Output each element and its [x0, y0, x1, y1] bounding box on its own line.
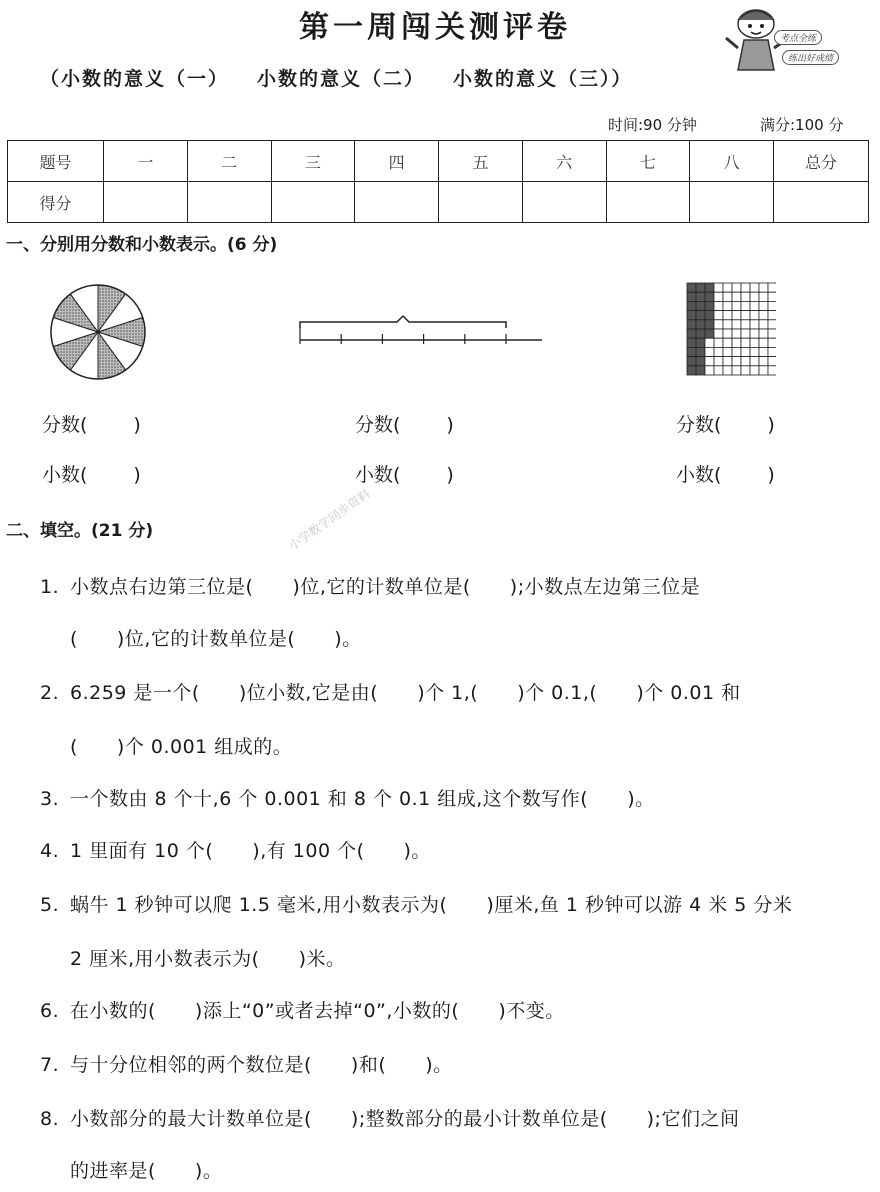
close-paren: ) [133, 464, 141, 486]
score-entry-cell[interactable] [439, 182, 523, 223]
score-table [7, 140, 869, 223]
score-entry-cell[interactable] [774, 182, 869, 223]
grid-cell [705, 366, 714, 375]
grid-cell [768, 320, 776, 329]
grid-cell [687, 283, 696, 292]
table-cell: 四 [355, 141, 439, 182]
grid-cell [750, 311, 759, 320]
grid-cell [714, 292, 723, 301]
question-number: 4. [40, 840, 60, 862]
question-2-line-2: ( )个 0.001 组成的。 [70, 736, 293, 758]
grid-cell [714, 283, 723, 292]
score-entry-cell[interactable] [522, 182, 606, 223]
grid-cell [705, 283, 714, 292]
decimal-answer-2[interactable] [355, 460, 454, 487]
table-cell: 总分 [774, 141, 869, 182]
grid-cell [687, 338, 696, 347]
grid-cell [732, 338, 741, 347]
grid-cell [687, 311, 696, 320]
grid-cell [750, 338, 759, 347]
grid-cell [723, 320, 732, 329]
fraction-answer-1[interactable] [42, 410, 141, 437]
grid-cell [759, 357, 768, 366]
grid-cell [741, 347, 750, 356]
question-5-line-2: 2 厘米,用小数表示为( )米。 [70, 948, 346, 970]
full-score-label: 满分:100 分 [760, 116, 844, 134]
grid-cell [759, 347, 768, 356]
grid-cell [732, 366, 741, 375]
grid-cell [696, 357, 705, 366]
grid-cell [696, 329, 705, 338]
question-number: 2. [40, 682, 60, 704]
question-number: 1. [40, 576, 60, 598]
time-label: 时间:90 分钟 [608, 116, 697, 134]
score-entry-cell[interactable] [606, 182, 690, 223]
grid-cell [705, 338, 714, 347]
table-row [8, 141, 869, 182]
grid-cell [750, 357, 759, 366]
score-entry-cell[interactable] [355, 182, 439, 223]
grid-cell [723, 366, 732, 375]
grid-cell [705, 311, 714, 320]
score-entry-cell[interactable] [104, 182, 188, 223]
grid-cell [714, 320, 723, 329]
grid-cell [687, 357, 696, 366]
grid-cell [723, 301, 732, 310]
grid-cell [768, 301, 776, 310]
table-cell: 六 [522, 141, 606, 182]
ruler-figure [292, 312, 542, 352]
grid-cell [705, 320, 714, 329]
decimal-label: 小数( [676, 464, 722, 486]
table-cell: 七 [606, 141, 690, 182]
fraction-answer-2[interactable] [355, 410, 454, 437]
grid-cell [768, 311, 776, 320]
grid-cell [705, 301, 714, 310]
fraction-label: 分数( [42, 414, 88, 436]
grid-cell [768, 283, 776, 292]
subtitle-part-1: （小数的意义（一） [40, 68, 230, 90]
question-7[interactable] [40, 1050, 453, 1077]
grid-cell [714, 311, 723, 320]
subtitle-part-2: 小数的意义（二） [257, 68, 426, 90]
grid-cell [741, 366, 750, 375]
grid-cell [768, 347, 776, 356]
grid-cell [741, 292, 750, 301]
grid-cell [732, 329, 741, 338]
question-text: 在小数的( )添上“0”或者去掉“0”,小数的( )不变。 [70, 1000, 565, 1022]
grid-cell [687, 366, 696, 375]
question-number: 8. [40, 1108, 60, 1130]
table-cell: 一 [104, 141, 188, 182]
subtitle-part-3: 小数的意义（三）） [453, 68, 633, 90]
grid-cell [750, 366, 759, 375]
grid-cell [759, 283, 768, 292]
grid-cell [714, 329, 723, 338]
grid-cell [705, 357, 714, 366]
grid-cell [705, 329, 714, 338]
grid-cell [732, 347, 741, 356]
grid-cell [696, 311, 705, 320]
grid-cell [696, 301, 705, 310]
question-number: 7. [40, 1054, 60, 1076]
grid-cell [750, 320, 759, 329]
table-cell: 题号 [8, 141, 104, 182]
grid-cell [759, 329, 768, 338]
grid-cell [696, 338, 705, 347]
grid-cell [741, 301, 750, 310]
grid-cell [768, 366, 776, 375]
grid-cell [723, 311, 732, 320]
subtitle [40, 64, 661, 91]
mascot-badge [722, 0, 872, 80]
grid-cell [687, 292, 696, 301]
grid-cell [732, 320, 741, 329]
question-1[interactable] [40, 572, 700, 599]
grid-cell [714, 366, 723, 375]
fraction-label: 分数( [355, 414, 401, 436]
grid-cell [696, 347, 705, 356]
grid-cell [732, 283, 741, 292]
question-text: 与十分位相邻的两个数位是( )和( )。 [70, 1054, 453, 1076]
grid-cell [705, 292, 714, 301]
question-4[interactable] [40, 836, 431, 863]
grid-cell [714, 338, 723, 347]
grid-cell [750, 329, 759, 338]
question-number: 6. [40, 1000, 60, 1022]
question-number: 5. [40, 894, 60, 916]
question-text: 小数部分的最大计数单位是( );整数部分的最小计数单位是( );它们之间 [70, 1108, 740, 1130]
question-8[interactable] [40, 1104, 739, 1131]
grid-cell [759, 320, 768, 329]
section-2-title: 二、填空。(21 分) [6, 521, 154, 541]
close-paren: ) [767, 414, 775, 436]
question-1-line-2: ( )位,它的计数单位是( )。 [70, 628, 362, 650]
score-entry-cell[interactable] [690, 182, 774, 223]
page-title: 第一周闯关测评卷 [299, 10, 571, 45]
grid-cell [741, 320, 750, 329]
grid-cell [759, 366, 768, 375]
grid-cell [696, 320, 705, 329]
table-cell: 三 [271, 141, 355, 182]
grid-cell [768, 329, 776, 338]
grid-cell [750, 283, 759, 292]
grid-cell [687, 329, 696, 338]
grid-cell [732, 301, 741, 310]
shaded-circle-figure [48, 282, 148, 382]
grid-cell [732, 311, 741, 320]
question-text: 小数点右边第三位是( )位,它的计数单位是( );小数点左边第三位是 [70, 576, 701, 598]
section-1-title: 一、分别用分数和小数表示。(6 分) [6, 235, 278, 255]
grid-cell [741, 329, 750, 338]
table-cell: 二 [187, 141, 271, 182]
table-row [8, 182, 869, 223]
decimal-answer-3[interactable] [676, 460, 775, 487]
question-number: 3. [40, 788, 60, 810]
fraction-label: 分数( [676, 414, 722, 436]
question-text: 1 里面有 10 个( ),有 100 个( )。 [70, 840, 431, 862]
question-5[interactable] [40, 890, 792, 917]
close-paren: ) [446, 464, 454, 486]
grid-cell [723, 347, 732, 356]
table-cell: 五 [439, 141, 523, 182]
grid-cell [759, 338, 768, 347]
grid-cell [696, 366, 705, 375]
score-entry-cell[interactable] [187, 182, 271, 223]
grid-cell [732, 357, 741, 366]
grid-cell [687, 320, 696, 329]
close-paren: ) [767, 464, 775, 486]
grid-cell [750, 292, 759, 301]
ruler-bracket [300, 316, 506, 328]
grid-cell [750, 301, 759, 310]
grid-cell [723, 329, 732, 338]
grid-cell [696, 292, 705, 301]
grid-cell [714, 347, 723, 356]
question-3[interactable] [40, 784, 655, 811]
question-text: 6.259 是一个( )位小数,它是由( )个 1,( )个 0.1,( )个 0.01 和 [70, 682, 741, 704]
grid-cell [741, 338, 750, 347]
decimal-answer-1[interactable] [42, 460, 141, 487]
decimal-label: 小数( [42, 464, 88, 486]
question-6[interactable] [40, 996, 565, 1023]
fraction-answer-3[interactable] [676, 410, 775, 437]
grid-cell [759, 311, 768, 320]
grid-cell [768, 338, 776, 347]
table-cell: 八 [690, 141, 774, 182]
grid-cell [741, 357, 750, 366]
grid-cell [741, 311, 750, 320]
grid-cell [741, 283, 750, 292]
grid-cell [723, 338, 732, 347]
close-paren: ) [133, 414, 141, 436]
grid-cell [687, 347, 696, 356]
close-paren: ) [446, 414, 454, 436]
badge-line-1: 考点全练 [774, 30, 822, 45]
grid-cell [759, 292, 768, 301]
grid-cell [696, 283, 705, 292]
watermark: 小学数学同步资料 [286, 486, 373, 554]
question-text: 一个数由 8 个十,6 个 0.001 和 8 个 0.1 组成,这个数写作( )。 [70, 788, 655, 810]
score-entry-cell[interactable] [271, 182, 355, 223]
decimal-label: 小数( [355, 464, 401, 486]
grid-cell [750, 347, 759, 356]
grid-cell [723, 283, 732, 292]
grid-cell [732, 292, 741, 301]
grid-cell [768, 357, 776, 366]
grid-cell [714, 301, 723, 310]
grid-cell [687, 301, 696, 310]
grid-cell [723, 357, 732, 366]
question-text: 蜗牛 1 秒钟可以爬 1.5 毫米,用小数表示为( )厘米,鱼 1 秒钟可以游 4 米 5 分米 [70, 894, 793, 916]
badge-line-2: 练出好成绩 [782, 50, 839, 65]
question-2[interactable] [40, 678, 741, 705]
table-cell: 得分 [8, 182, 104, 223]
grid-cell [705, 347, 714, 356]
grid-cell [714, 357, 723, 366]
grid-cell [768, 292, 776, 301]
grid-cell [723, 292, 732, 301]
hundred-grid-figure [686, 282, 776, 376]
question-8-line-2: 的进率是( )。 [70, 1160, 223, 1182]
grid-cell [759, 301, 768, 310]
